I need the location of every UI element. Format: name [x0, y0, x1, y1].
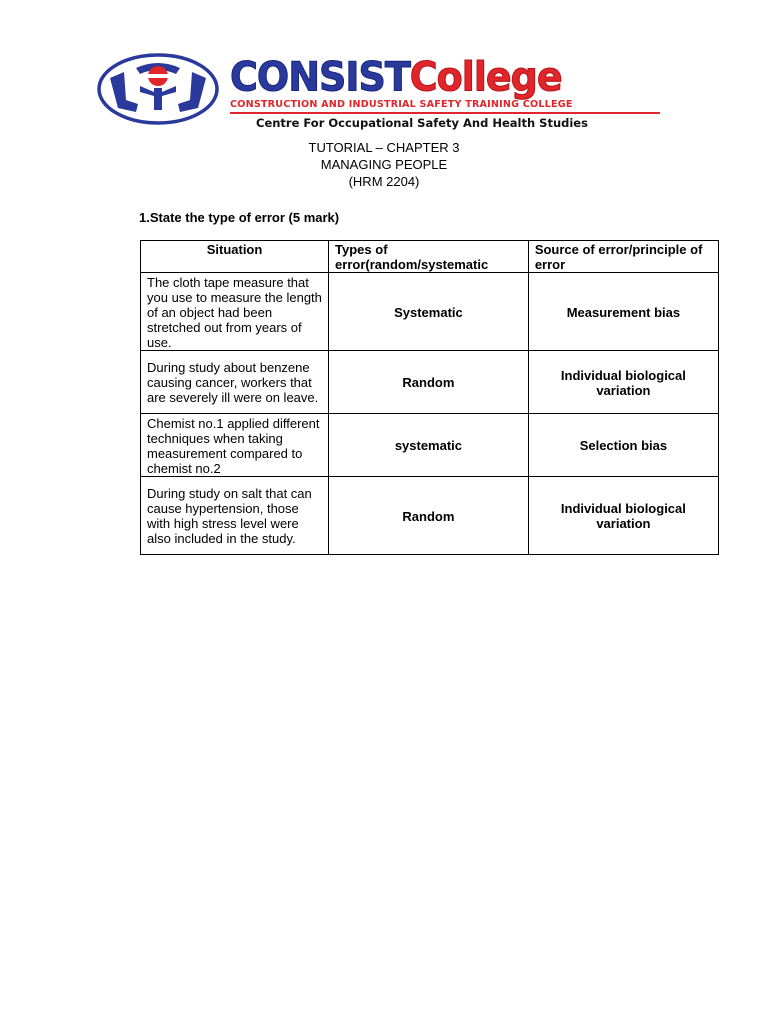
table-row	[141, 351, 719, 414]
college-header	[96, 52, 676, 130]
table-header-row	[141, 241, 719, 273]
cell-situation: The cloth tape measure that you use to measure the length of an object had been stretched out from years of use.	[141, 273, 329, 351]
cell-error-source: Selection bias	[528, 414, 718, 477]
cell-situation: During study on salt that can cause hypertension, those with high stress level were also included in the study.	[141, 477, 329, 555]
table-row	[141, 414, 719, 477]
brand-tagline: Centre For Occupational Safety And Health Studies	[256, 116, 588, 130]
document-title	[0, 139, 768, 190]
cell-error-type: systematic	[329, 414, 529, 477]
title-line-3: (HRM 2204)	[348, 174, 420, 189]
cell-error-source: Individual biological variation	[528, 477, 718, 555]
cell-error-source: Individual biological variation	[528, 351, 718, 414]
college-logo-icon	[96, 52, 220, 126]
header-situation: Situation	[141, 241, 329, 273]
brand-name-college: College	[409, 53, 562, 101]
brand-block	[230, 53, 670, 130]
title-line-1: TUTORIAL – CHAPTER 3	[308, 140, 460, 155]
question-heading: 1.State the type of error (5 mark)	[139, 210, 340, 225]
title-line-2: MANAGING PEOPLE	[320, 157, 448, 172]
cell-situation: Chemist no.1 applied different techniques when taking measurement compared to chemist no.2	[141, 414, 329, 477]
cell-error-type: Systematic	[329, 273, 529, 351]
cell-error-type: Random	[329, 477, 529, 555]
brand-name-consist: CONSIST	[230, 53, 410, 101]
header-error-type: Types of error(random/systematic	[329, 241, 529, 273]
cell-error-type: Random	[329, 351, 529, 414]
brand-name	[230, 53, 670, 101]
error-type-table	[140, 240, 719, 555]
table-row	[141, 273, 719, 351]
brand-subtitle: CONSTRUCTION AND INDUSTRIAL SAFETY TRAINING COLLEGE	[230, 99, 660, 114]
cell-situation: During study about benzene causing cancer, workers that are severely ill were on leave.	[141, 351, 329, 414]
header-error-source: Source of error/principle of error	[528, 241, 718, 273]
cell-error-source: Measurement bias	[528, 273, 718, 351]
table-row	[141, 477, 719, 555]
